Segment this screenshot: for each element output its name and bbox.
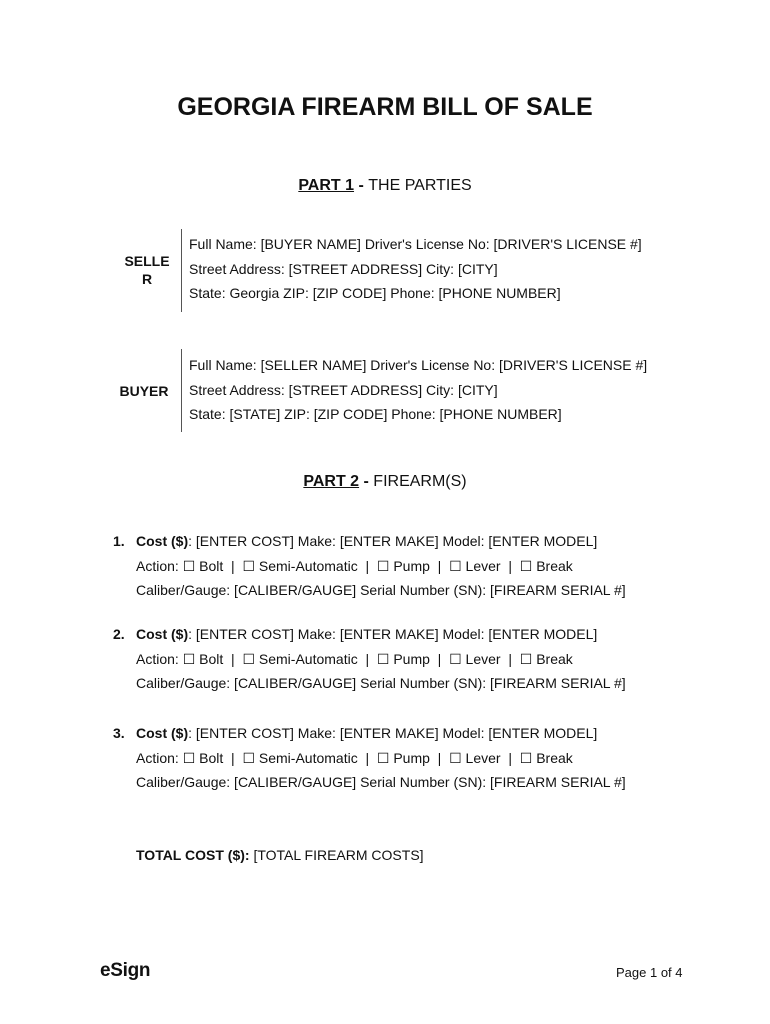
buyer-line-address: Street Address: [STREET ADDRESS] City: [CITY] (189, 381, 498, 398)
firearm-2-cost-rest: : [ENTER COST] Make: [ENTER MAKE] Model: [ENTER MODEL] (188, 626, 598, 642)
seller-divider (181, 229, 182, 312)
seller-label-line-a: SELLE (124, 253, 170, 269)
seller-line-name: Full Name: [BUYER NAME] Driver's License No: [DRIVER'S LICENSE #] (189, 236, 642, 252)
firearm-1-caliber-line: Caliber/Gauge: [CALIBER/GAUGE] Serial Number (SN): [FIREARM SERIAL #] (136, 582, 626, 598)
part1-label: PART 1 (298, 177, 355, 194)
firearm-3-caliber-line: Caliber/Gauge: [CALIBER/GAUGE] Serial Number (SN): [FIREARM SERIAL #] (136, 774, 626, 790)
part1-name: THE PARTIES (368, 177, 472, 194)
part2-name: FIREARM(S) (373, 473, 467, 490)
firearm-3-details (136, 721, 626, 795)
firearm-2-action-line: Action: ☐ Bolt | ☐ Semi-Automatic | ☐ Pump | ☐ Lever | ☐ Break (136, 650, 573, 667)
firearm-1-cost-rest: : [ENTER COST] Make: [ENTER MAKE] Model: [ENTER MODEL] (188, 533, 598, 549)
part2-heading (0, 473, 770, 491)
firearm-2-cost-label: Cost ($) (136, 626, 189, 642)
part2-dash: - (359, 473, 374, 490)
buyer-details (189, 353, 647, 427)
firearm-1-details (136, 529, 626, 603)
page-number: Page 1 of 4 (616, 965, 683, 980)
buyer-line-state: State: [STATE] ZIP: [ZIP CODE] Phone: [PHONE NUMBER] (189, 406, 562, 422)
firearm-3-cost-line (136, 721, 626, 746)
seller-line-address: Street Address: [STREET ADDRESS] City: [CITY] (189, 260, 498, 277)
total-cost (136, 847, 424, 863)
buyer-divider (181, 349, 182, 432)
firearm-1-action-line: Action: ☐ Bolt | ☐ Semi-Automatic | ☐ Pump | ☐ Lever | ☐ Break (136, 557, 573, 574)
total-cost-label: TOTAL COST ($): (136, 847, 250, 863)
firearm-3-number: 3. (113, 725, 125, 741)
esign-logo: eSign (100, 960, 151, 981)
seller-label (122, 252, 172, 288)
firearm-1-cost-line (136, 529, 626, 554)
seller-label-line-b: R (141, 271, 153, 287)
firearm-3-action-line: Action: ☐ Bolt | ☐ Semi-Automatic | ☐ Pump | ☐ Lever | ☐ Break (136, 749, 573, 766)
firearm-2-cost-line (136, 622, 626, 647)
seller-line-state: State: Georgia ZIP: [ZIP CODE] Phone: [PHONE NUMBER] (189, 285, 561, 301)
part1-dash: - (354, 177, 369, 194)
buyer-label: BUYER (119, 383, 169, 399)
part2-label: PART 2 (303, 473, 360, 490)
total-cost-value: [TOTAL FIREARM COSTS] (249, 847, 424, 863)
firearm-1-cost-label: Cost ($) (136, 533, 189, 549)
firearm-3-cost-rest: : [ENTER COST] Make: [ENTER MAKE] Model: [ENTER MODEL] (188, 725, 598, 741)
buyer-line-name: Full Name: [SELLER NAME] Driver's License No: [DRIVER'S LICENSE #] (189, 357, 648, 373)
firearm-2-details (136, 622, 626, 696)
firearm-2-number: 2. (113, 626, 125, 642)
seller-details (189, 232, 642, 306)
firearm-3-cost-label: Cost ($) (136, 725, 189, 741)
firearm-2-caliber-line: Caliber/Gauge: [CALIBER/GAUGE] Serial Number (SN): [FIREARM SERIAL #] (136, 675, 626, 691)
document-title: GEORGIA FIREARM BILL OF SALE (177, 93, 593, 121)
part1-heading (0, 177, 770, 195)
firearm-1-number: 1. (113, 533, 125, 549)
